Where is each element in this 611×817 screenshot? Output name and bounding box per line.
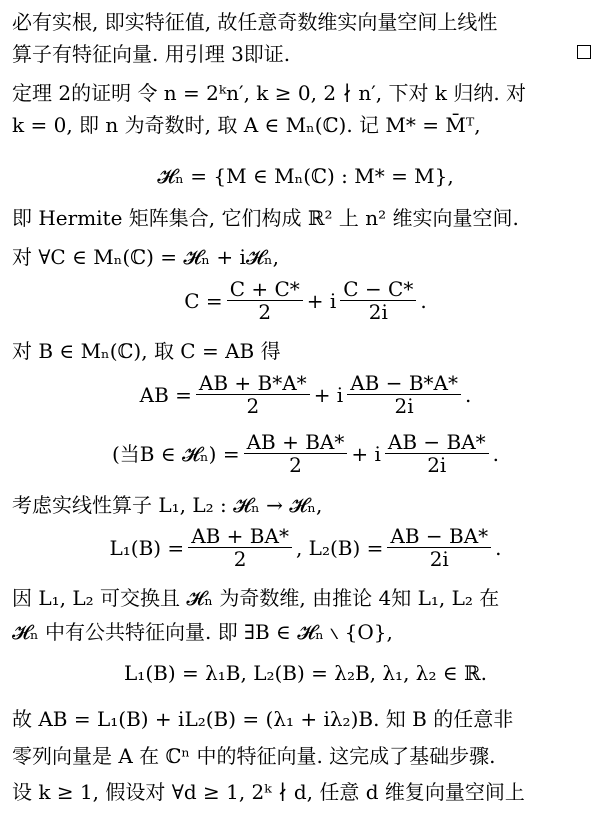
equation-operators-definition	[0, 525, 611, 570]
equation-lhs: AB =	[139, 382, 192, 407]
fraction-denominator: 2	[233, 547, 247, 570]
fraction-numerator: AB + B*A*	[196, 372, 310, 395]
equation-lhs: (当B ∈ 𝓗ₙ) =	[111, 441, 240, 466]
fraction-denominator: 2	[258, 300, 272, 323]
equation-operator: + i	[351, 441, 381, 466]
fraction-hermitian-part	[227, 278, 303, 323]
fraction-hermitian-part	[196, 372, 310, 417]
equation-operator: + i	[306, 288, 337, 313]
text-line-11: 故 AB = L₁(B) + iL₂(B) = (λ₁ + iλ₂)B. 知 B 的任意非	[12, 707, 514, 731]
fraction-numerator: C − C*	[340, 278, 416, 301]
text-line-7: 对 B ∈ Mₙ(ℂ), 取 C = AB 得	[12, 339, 281, 363]
qed-square-icon	[577, 45, 591, 59]
fraction-denominator: 2i	[394, 394, 414, 417]
text-line-9: 因 L₁, L₂ 可交换且 𝓗ₙ 为奇数维, 由推论 4知 L₁, L₂ 在	[12, 586, 500, 610]
equation-ab-hermitian-case	[0, 431, 611, 476]
text-line-10: 𝓗ₙ 中有公共特征向量. 即 ∃B ∈ 𝓗ₙ ∖ {O},	[12, 620, 393, 644]
equation-operator: + i	[313, 382, 344, 407]
equation-period: .	[420, 288, 427, 313]
text-line-2	[12, 41, 599, 67]
fraction-numerator: AB − BA*	[387, 525, 491, 548]
text-line-4: k = 0, 即 n 为奇数时, 取 A ∈ Mₙ(ℂ). 记 M* = M̄ᵀ,	[12, 113, 481, 137]
fraction-skew-part	[340, 278, 416, 323]
fraction-numerator: C + C*	[227, 278, 303, 301]
fraction-l1	[188, 525, 292, 570]
equation-lhs: L₁(B) =	[109, 535, 185, 560]
text-line-1: 必有实根, 即实特征值, 故任意奇数维实向量空间上线性	[12, 10, 498, 34]
equation-period: .	[492, 441, 500, 466]
fraction-numerator: AB − B*A*	[347, 372, 461, 395]
fraction-numerator: AB + BA*	[188, 525, 292, 548]
text-line-3: 定理 2的证明 令 n = 2ᵏn′, k ≥ 0, 2 ∤ n′, 下对 k 归纳. 对	[12, 81, 527, 105]
equation-operator: , L₂(B) =	[295, 535, 384, 560]
equation-ab-decomposition	[0, 372, 611, 417]
equation-common-eigenvector: L₁(B) = λ₁B, L₂(B) = λ₂B, λ₁, λ₂ ∈ ℝ.	[124, 661, 487, 685]
equation-c-decomposition	[0, 278, 611, 323]
fraction-hermitian-part	[244, 431, 348, 476]
fraction-numerator: AB + BA*	[244, 431, 348, 454]
fraction-numerator: AB − BA*	[385, 431, 489, 454]
fraction-denominator: 2	[246, 394, 260, 417]
fraction-denominator: 2i	[427, 453, 447, 476]
text-line-5: 即 Hermite 矩阵集合, 它们构成 ℝ² 上 n² 维实向量空间.	[12, 206, 519, 230]
fraction-denominator: 2i	[429, 547, 449, 570]
equation-lhs: C =	[184, 288, 223, 313]
text-line-13: 设 k ≥ 1, 假设对 ∀d ≥ 1, 2ᵏ ∤ d, 任意 d 维复向量空间上	[12, 780, 525, 804]
equation-hermitian-set: 𝓗ₙ = {M ∈ Mₙ(ℂ) : M* = M},	[157, 164, 454, 188]
fraction-denominator: 2	[289, 453, 302, 476]
fraction-denominator: 2i	[368, 300, 388, 323]
fraction-skew-part	[385, 431, 489, 476]
equation-period: .	[464, 382, 472, 407]
fraction-l2	[387, 525, 491, 570]
text-line-8: 考虑实线性算子 L₁, L₂ : 𝓗ₙ → 𝓗ₙ,	[12, 493, 323, 517]
text-line-6: 对 ∀C ∈ Mₙ(ℂ) = 𝓗ₙ + i𝓗ₙ,	[12, 245, 279, 269]
fraction-skew-part	[347, 372, 461, 417]
text-line-12: 零列向量是 A 在 ℂⁿ 中的特征向量. 这完成了基础步骤.	[12, 744, 496, 768]
equation-period: .	[495, 535, 502, 560]
text-line-2-content: 算子有特征向量. 用引理 3即证.	[12, 42, 291, 66]
